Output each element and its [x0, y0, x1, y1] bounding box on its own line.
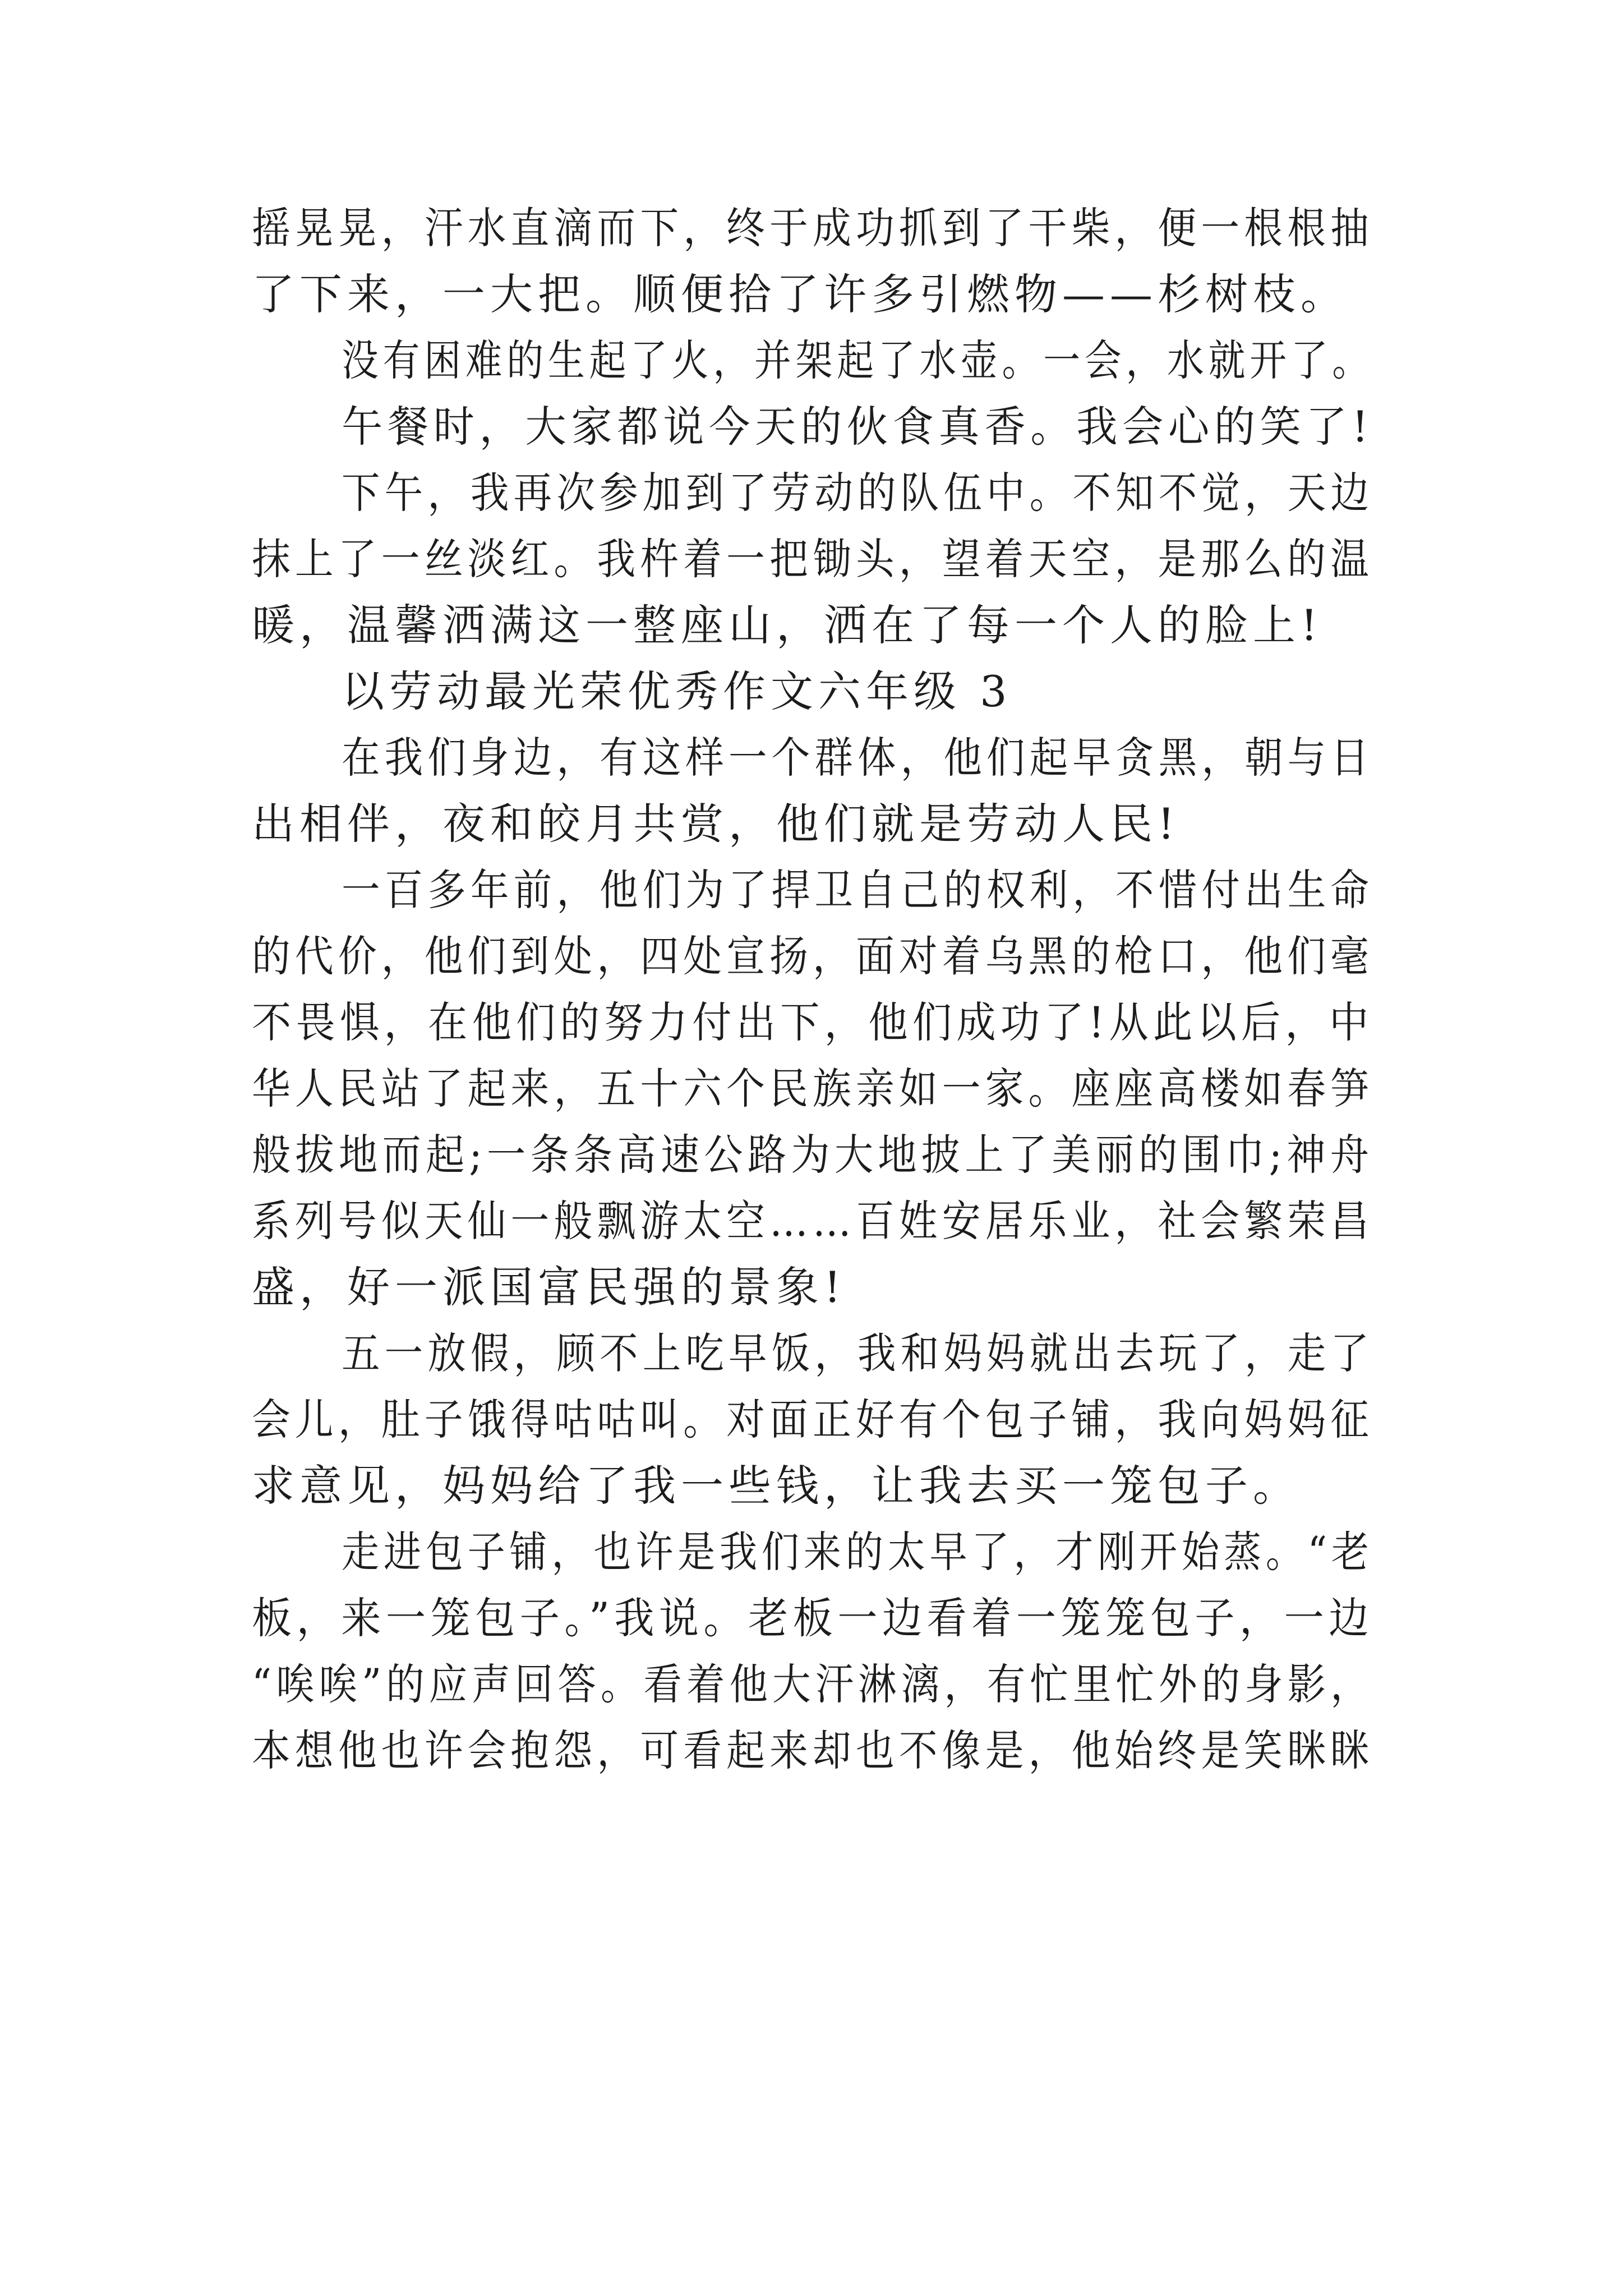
text-line: 五一放假，顾不上吃早饭，我和妈妈就出去玩了，走了	[342, 1328, 1374, 1378]
text-line: 下午，我再次参加到了劳动的队伍中。不知不觉，天边	[342, 468, 1374, 518]
text-line: 的代价，他们到处，四处宣扬，面对着乌黑的枪口，他们毫	[252, 931, 1374, 981]
text-line: 午餐时，大家都说今天的伙食真香。我会心的笑了!	[342, 402, 1373, 452]
text-line: 求意见，妈妈给了我一些钱，让我去买一笼包子。	[252, 1461, 1301, 1511]
text-line: 不畏惧，在他们的努力付出下，他们成功了!从此以后，中	[252, 997, 1373, 1047]
text-line: 盛，好一派国富民强的景象!	[252, 1262, 846, 1312]
text-line: 暖，温馨洒满这一整座山，洒在了每一个人的脸上!	[252, 600, 1323, 650]
text-line: 走进包子铺，也许是我们来的太早了，才刚开始蒸。“老	[342, 1527, 1373, 1577]
text-line: 系列号似天仙一般飘游太空……百姓安居乐业，社会繁荣昌	[252, 1196, 1374, 1246]
text-line: 没有困难的生起了火，并架起了水壶。一会，水就开了。	[342, 335, 1374, 385]
text-line: 抹上了一丝淡红。我杵着一把锄头，望着天空，是那么的温	[252, 534, 1374, 584]
text-line: “唉唉”的应声回答。看着他大汗淋漓，有忙里忙外的身影，	[252, 1659, 1373, 1709]
text-line: 本想他也许会抱怨，可看起来却也不像是，他始终是笑眯眯	[252, 1726, 1374, 1775]
text-line: 了下来，一大把。顺便拾了许多引燃物——杉树枝。	[252, 269, 1348, 319]
section-heading: 以劳动最光荣优秀作文六年级 3	[342, 666, 1012, 716]
text-line: 摇晃晃，汗水直滴而下，终于成功抓到了干柴，便一根根抽	[252, 203, 1374, 253]
text-line: 板，来一笼包子。”我说。老板一边看着一笼笼包子，一边	[252, 1593, 1373, 1643]
text-line: 华人民站了起来，五十六个民族亲如一家。座座高楼如春笋	[252, 1064, 1374, 1114]
text-line: 一百多年前，他们为了捍卫自己的权利，不惜付出生命	[342, 865, 1374, 915]
text-line: 般拔地而起;一条条高速公路为大地披上了美丽的围巾;神舟	[252, 1130, 1374, 1180]
text-line: 出相伴，夜和皎月共赏，他们就是劳动人民!	[252, 799, 1180, 849]
text-line: 会儿，肚子饿得咕咕叫。对面正好有个包子铺，我向妈妈征	[252, 1395, 1374, 1444]
text-line: 在我们身边，有这样一个群体，他们起早贪黑，朝与日	[342, 733, 1374, 783]
